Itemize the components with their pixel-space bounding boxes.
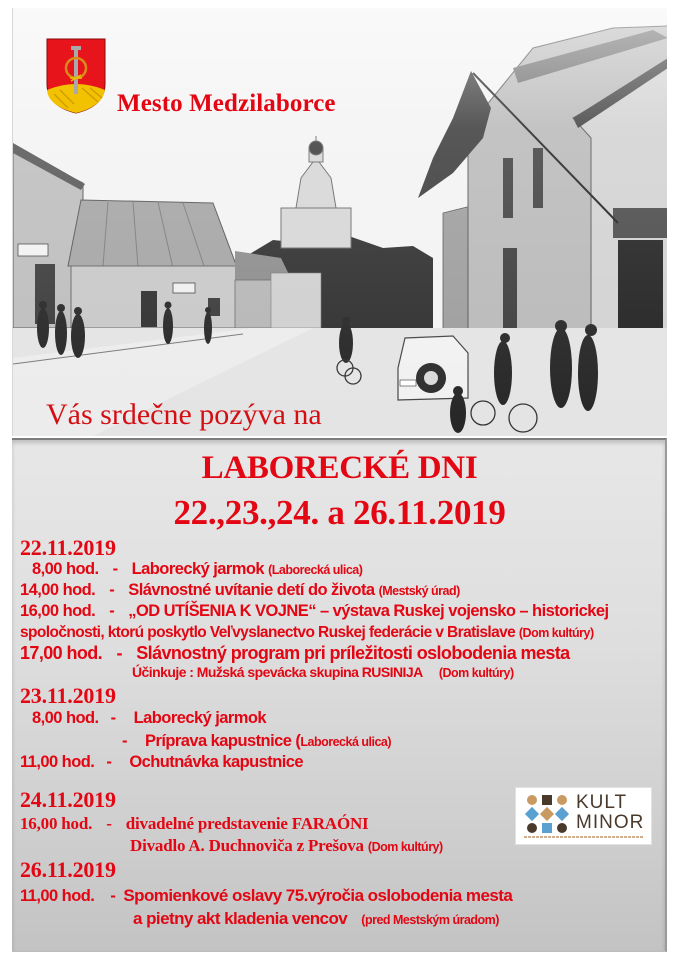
- item-time: 17,00 hod.: [20, 643, 103, 663]
- item-place: Laborecká ulica): [300, 735, 392, 749]
- item-text: divadelné predstavenie FARAÓNI: [125, 814, 369, 833]
- item-text: Slávnostný program pri príležitosti oslobodenia mesta: [136, 643, 570, 663]
- program-item: [32, 709, 266, 728]
- program-item: [20, 602, 609, 621]
- item-time: 11,00 hod.: [20, 753, 95, 771]
- item-separator: -: [110, 709, 116, 727]
- program-item: [20, 886, 512, 906]
- item-text: Spomienkové oslavy 75.výročia oslobodenia mesta: [123, 886, 513, 905]
- item-separator: -: [106, 814, 112, 833]
- program-item: [122, 732, 391, 751]
- day-date: 26.11.2019: [20, 857, 116, 882]
- day-date: 22.11.2019: [20, 535, 116, 560]
- item-place: (pred Mestským úradom): [361, 913, 499, 927]
- item-time: 8,00 hod.: [32, 709, 99, 727]
- item-separator: -: [122, 732, 127, 750]
- program-item: [20, 581, 460, 600]
- item-place: (Mestský úrad): [378, 584, 460, 598]
- day-date: 24.11.2019: [20, 787, 116, 812]
- logo-word-minor: MINOR: [576, 812, 645, 833]
- street-scene-illustration: [13, 8, 667, 436]
- program-item-continued: [132, 664, 514, 680]
- coat-of-arms-icon: [46, 38, 106, 114]
- item-text: „OD UTÍŠENIA K VOJNE“ – výstava Ruskej vojensko – historickej: [128, 602, 609, 620]
- program-item: [20, 814, 368, 834]
- program-item-continued: [130, 836, 443, 856]
- program-item-continued: [20, 624, 594, 642]
- event-dates: 22.,23.,24. a 26.11.2019: [173, 493, 506, 532]
- item-separator: -: [110, 887, 116, 905]
- program-item-continued: [133, 909, 499, 929]
- item-time: 14,00 hod.: [20, 581, 96, 599]
- item-text-continued: Divadlo A. Duchnoviča z Prešova: [130, 836, 364, 855]
- item-time: 8,00 hod.: [32, 560, 99, 578]
- item-separator: -: [106, 753, 112, 771]
- program-item: [20, 643, 570, 664]
- invitation-text: Vás srdečne pozýva na: [46, 398, 322, 431]
- item-time: 16,00 hod.: [20, 602, 96, 620]
- item-text: Slávnostné uvítanie detí do života: [128, 581, 375, 599]
- logo-word-kult: KULT: [576, 792, 628, 813]
- item-separator: -: [109, 581, 115, 599]
- item-text-continued: spoločnosti, ktorú poskytlo Veľvyslanectvo Ruskej federácie v Bratislave: [20, 624, 516, 641]
- day-date: 23.11.2019: [20, 683, 116, 708]
- item-place: (Dom kultúry): [367, 840, 443, 854]
- item-separator: -: [116, 643, 122, 663]
- item-separator: -: [109, 602, 115, 620]
- item-place: (Laborecká ulica): [268, 563, 363, 577]
- item-place: (Dom kultúry): [518, 626, 594, 640]
- kult-minor-mosaic-icon: [524, 792, 574, 836]
- item-place: (Dom kultúry): [438, 666, 514, 680]
- item-separator: -: [112, 560, 118, 578]
- kult-minor-logo: [515, 787, 652, 845]
- city-name: Mesto Medzilaborce: [117, 90, 336, 117]
- event-title: LABORECKÉ DNI: [201, 450, 478, 486]
- logo-fine-print: [524, 836, 644, 838]
- historic-street-photo: [12, 8, 667, 436]
- item-time: 16,00 hod.: [20, 814, 93, 833]
- item-time: 11,00 hod.: [20, 887, 95, 905]
- item-text-continued: Účinkuje : Mužská spevácka skupina RUSINIJA: [132, 664, 423, 680]
- item-text: Laborecký jarmok: [133, 709, 267, 727]
- program-item: [20, 753, 303, 772]
- item-text: Ochutnávka kapustnice: [129, 753, 304, 771]
- item-text: Laborecký jarmok: [131, 560, 265, 578]
- item-text-continued: a pietny akt kladenia vencov: [133, 909, 348, 928]
- program-item: [32, 560, 362, 579]
- item-text: Príprava kapustnice (: [145, 732, 301, 750]
